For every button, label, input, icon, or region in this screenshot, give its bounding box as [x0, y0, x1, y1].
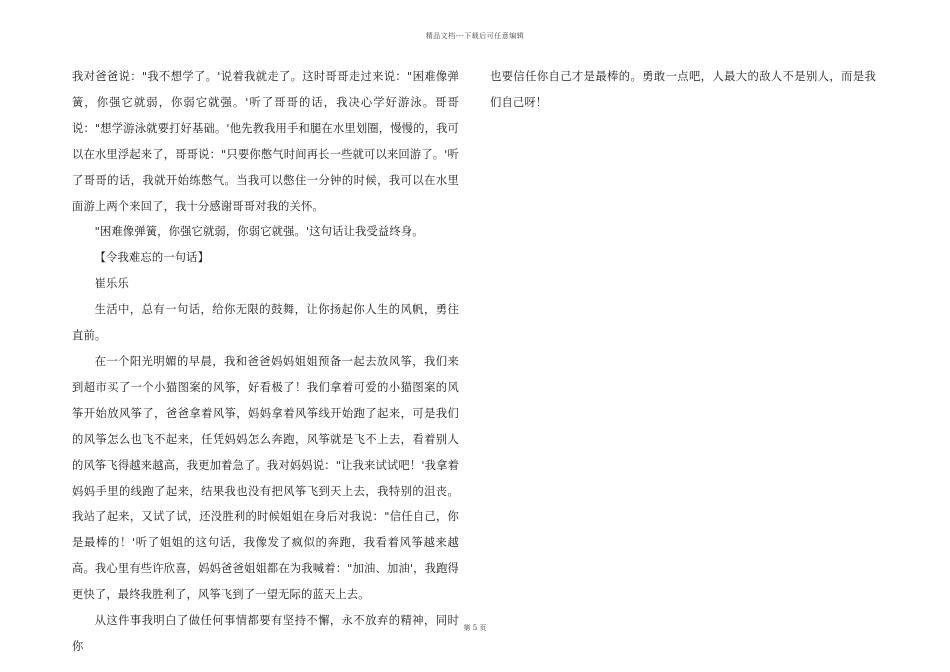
paragraph-lesson-continued: 也要信任你自己才是最棒的。勇敢一点吧，人最大的敌人不是别人，而是我们自己呀！ [490, 70, 876, 109]
essay-author: 崔乐乐 [94, 277, 129, 291]
paragraph-spring-quote: "困难像弹簧，你强它就弱，你弱它就强。'这句话让我受益终身。 [94, 225, 424, 239]
paragraph-swimming: 我对爸爸说："我不想学了。'说着我就走了。这时哥哥走过来说："困难像弹簧，你强它就弱，你弱它就强。'听了哥哥的话，我决心学好游泳。哥哥说："想学游泳就要打好基础。'他先教我用手和腿在水里划圈，慢慢的，我可以在水里浮起来了，哥哥说："只要你憋气时间再长一些就可以来回游了。'听了哥哥的话，我就开始练憋气。当我可以憋住一分钟的时候，我可以在水里面游上两个来回了，我十分感谢哥哥对我的关怀。 [72, 70, 459, 213]
paragraph-intro: 生活中，总有一句话，给你无限的鼓舞，让你扬起你人生的风帆，勇往直前。 [72, 303, 459, 343]
paragraph-lesson: 从这件事我明白了做任何事情都要有坚持不懈，永不放弃的精神，同时你 [72, 614, 459, 653]
left-column [72, 64, 459, 660]
paragraph-kite-story: 在一个阳光明媚的早晨，我和爸爸妈妈姐姐预备一起去放风筝，我们来到超市买了一个小猫图案的风筝，好看极了！我们拿着可爱的小猫图案的风筝开始放风筝了，爸爸拿着风筝，妈妈拿着风筝线开始跑了起来，可是我们的风筝怎么也飞不起来，任凭妈妈怎么奔跑，风筝就是飞不上去，看着别人的风筝飞得越来越高，我更加着急了。我对妈妈说："让我来试试吧！'我拿着妈妈手里的线跑了起来，结果我也没有把风筝飞到天上去，我特别的沮丧。我站了起来，又试了试，还没胜利的时候姐姐在身后对我说："信任自己，你是最棒的！'听了姐姐的这句话，我像发了疯似的奔跑，我看着风筝越来越高。我心里有些许欣喜，妈妈爸爸姐姐都在为我喊着："加油、加油'，我跑得更快了，最终我胜利了，风筝飞到了一望无际的蓝天上去。 [72, 354, 459, 602]
right-column [490, 64, 876, 116]
essay-heading: 【令我难忘的一句话】 [94, 251, 210, 265]
page-header: 精品文档---下载后可任意编辑 [425, 32, 525, 40]
page-number: 第 5 页 [463, 624, 487, 632]
